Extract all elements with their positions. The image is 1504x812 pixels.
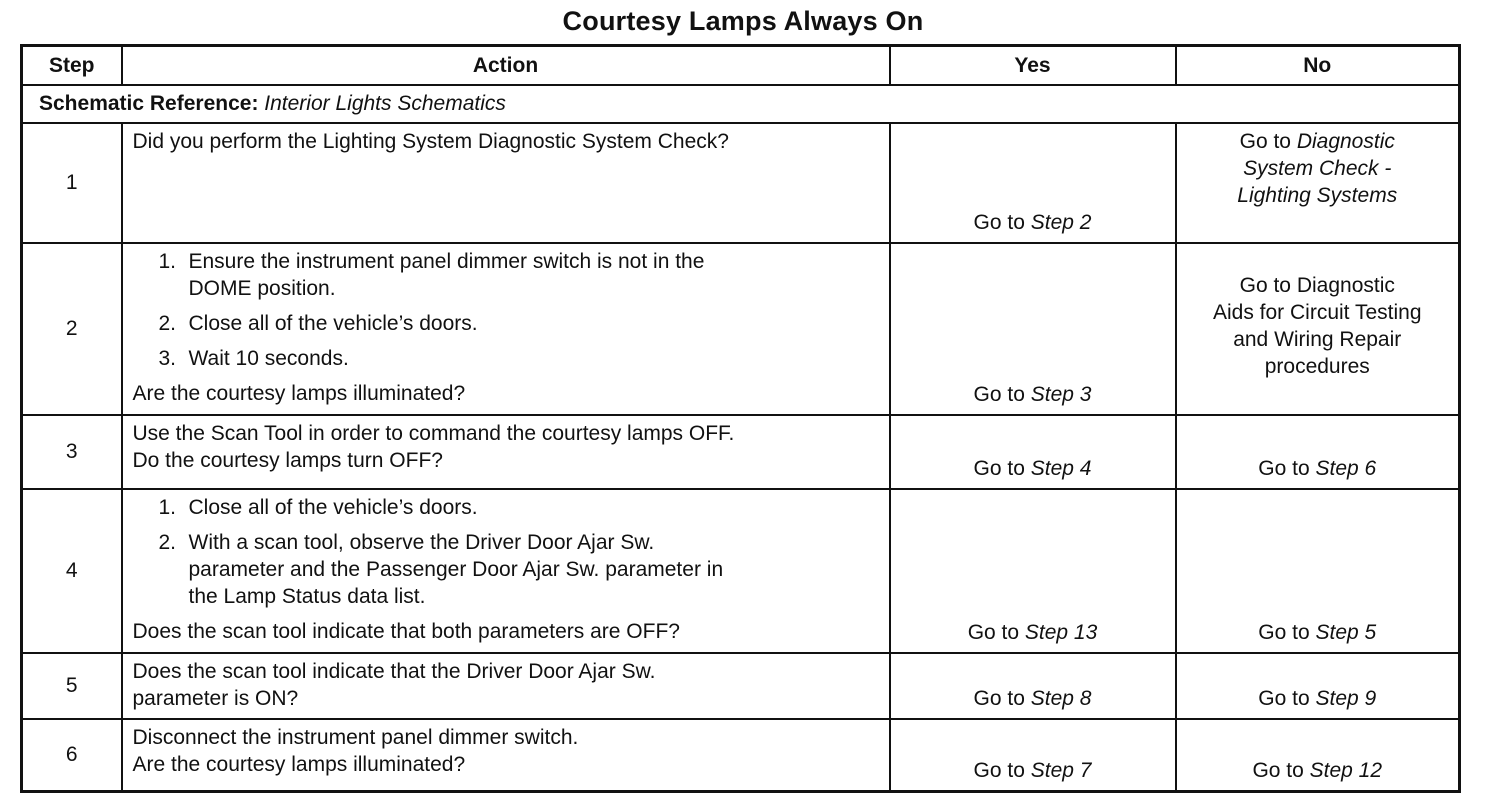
action-text: Use the Scan Tool in order to command the courtesy lamps OFF.: [132, 422, 735, 445]
no-prefix: Go to: [1258, 457, 1316, 480]
header-row: [22, 46, 1460, 86]
yes-prefix: Go to: [973, 758, 1031, 782]
yes-prefix: Go to: [973, 457, 1031, 480]
schematic-reference: [22, 85, 1460, 123]
yes-cell: [890, 489, 1176, 653]
no-cell: [1176, 123, 1460, 243]
list-item-text: DOME position.: [188, 277, 336, 300]
header-no: No: [1176, 46, 1460, 86]
no-step-link[interactable]: Step 5: [1315, 621, 1377, 644]
yes-prefix: Go to: [973, 687, 1031, 710]
step-number: 5: [22, 653, 122, 719]
step-number: 6: [22, 719, 122, 791]
no-text-line: procedures: [1264, 355, 1370, 378]
list-item: [159, 310, 879, 337]
header-step: Step: [22, 46, 122, 86]
list-item-number: 1.: [158, 250, 177, 273]
header-yes: Yes: [890, 46, 1176, 86]
table-row: [22, 415, 1460, 489]
step-number: 2: [22, 243, 122, 415]
list-item: [159, 345, 879, 372]
schematic-reference-row: [22, 85, 1460, 123]
list-item-text: Close all of the vehicle’s doors.: [188, 496, 478, 519]
no-prefix: Go to: [1258, 687, 1316, 710]
table-row: [22, 123, 1460, 243]
page-title: Courtesy Lamps Always On: [562, 6, 924, 36]
diagnostic-table: [20, 44, 1461, 793]
step-number: 3: [22, 415, 122, 489]
yes-cell: [890, 653, 1176, 719]
schematic-reference-label: Schematic Reference:: [39, 92, 259, 115]
yes-step-link[interactable]: Step 8: [1030, 687, 1092, 710]
action-cell: [122, 415, 890, 489]
no-link-line[interactable]: Lighting Systems: [1237, 184, 1398, 207]
list-item-text: With a scan tool, observe the Driver Door Ajar Sw.: [188, 531, 655, 554]
list-item: [159, 494, 879, 521]
list-item-text: Ensure the instrument panel dimmer switch is not in the: [188, 250, 705, 273]
list-item-number: 3.: [158, 347, 177, 370]
action-cell: [122, 123, 890, 243]
list-item-text: the Lamp Status data list.: [188, 585, 426, 608]
no-prefix: Go to: [1252, 758, 1310, 782]
no-step-link[interactable]: Step 6: [1315, 457, 1377, 480]
step-number: 1: [22, 123, 122, 243]
no-cell: [1176, 243, 1460, 415]
header-action: Action: [122, 46, 890, 86]
yes-cell: [890, 123, 1176, 243]
action-cell: [122, 489, 890, 653]
yes-step-link[interactable]: Step 4: [1030, 457, 1092, 480]
action-question: Did you perform the Lighting System Diagnostic System Check?: [132, 130, 729, 153]
no-step-link[interactable]: Step 9: [1315, 687, 1377, 710]
no-cell: [1176, 653, 1460, 719]
action-question: Does the scan tool indicate that both parameters are OFF?: [132, 620, 680, 643]
list-item-text: parameter and the Passenger Door Ajar Sw. parameter in: [188, 558, 724, 581]
action-question: parameter is ON?: [132, 687, 299, 710]
table-row: [22, 719, 1460, 791]
no-cell: [1176, 415, 1460, 489]
action-question: Are the courtesy lamps illuminated?: [132, 753, 466, 776]
no-cell: [1176, 489, 1460, 653]
list-item: [159, 529, 879, 610]
no-link-line[interactable]: System Check -: [1243, 157, 1392, 180]
no-text-line: Aids for Circuit Testing: [1212, 301, 1422, 324]
action-cell: [122, 243, 890, 415]
no-prefix: Go to: [1258, 621, 1316, 644]
instruction-list: [133, 494, 879, 610]
yes-prefix: Go to: [973, 211, 1031, 234]
list-item-number: 2.: [158, 531, 177, 554]
table-row: [22, 489, 1460, 653]
no-step-link[interactable]: Step 12: [1309, 758, 1383, 782]
action-cell: [122, 653, 890, 719]
list-item: [159, 248, 879, 302]
yes-cell: [890, 243, 1176, 415]
action-question: Are the courtesy lamps illuminated?: [132, 382, 466, 405]
yes-cell: [890, 415, 1176, 489]
schematic-reference-link[interactable]: Interior Lights Schematics: [264, 92, 506, 115]
yes-step-link[interactable]: Step 7: [1030, 758, 1092, 782]
list-item-number: 1.: [158, 496, 177, 519]
yes-prefix: Go to: [973, 383, 1031, 406]
yes-cell: [890, 719, 1176, 791]
yes-step-link[interactable]: Step 3: [1030, 383, 1092, 406]
no-link-line[interactable]: Diagnostic: [1296, 130, 1395, 153]
yes-step-link[interactable]: Step 2: [1030, 211, 1092, 234]
no-text-line: and Wiring Repair: [1233, 328, 1402, 351]
no-text-line: Go to Diagnostic: [1239, 274, 1395, 297]
no-cell: [1176, 719, 1460, 791]
action-text: Disconnect the instrument panel dimmer switch.: [132, 726, 579, 749]
yes-step-link[interactable]: Step 13: [1024, 621, 1098, 644]
instruction-list: [133, 248, 879, 372]
action-question: Do the courtesy lamps turn OFF?: [132, 449, 443, 472]
action-question: Does the scan tool indicate that the Driver Door Ajar Sw.: [132, 660, 656, 683]
list-item-text: Close all of the vehicle’s doors.: [188, 312, 478, 335]
yes-prefix: Go to: [967, 621, 1025, 644]
table-row: [22, 243, 1460, 415]
action-cell: [122, 719, 890, 791]
list-item-number: 2.: [158, 312, 177, 335]
list-item-text: Wait 10 seconds.: [188, 347, 349, 370]
table-row: [22, 653, 1460, 719]
step-number: 4: [22, 489, 122, 653]
no-prefix: Go to: [1239, 130, 1297, 153]
